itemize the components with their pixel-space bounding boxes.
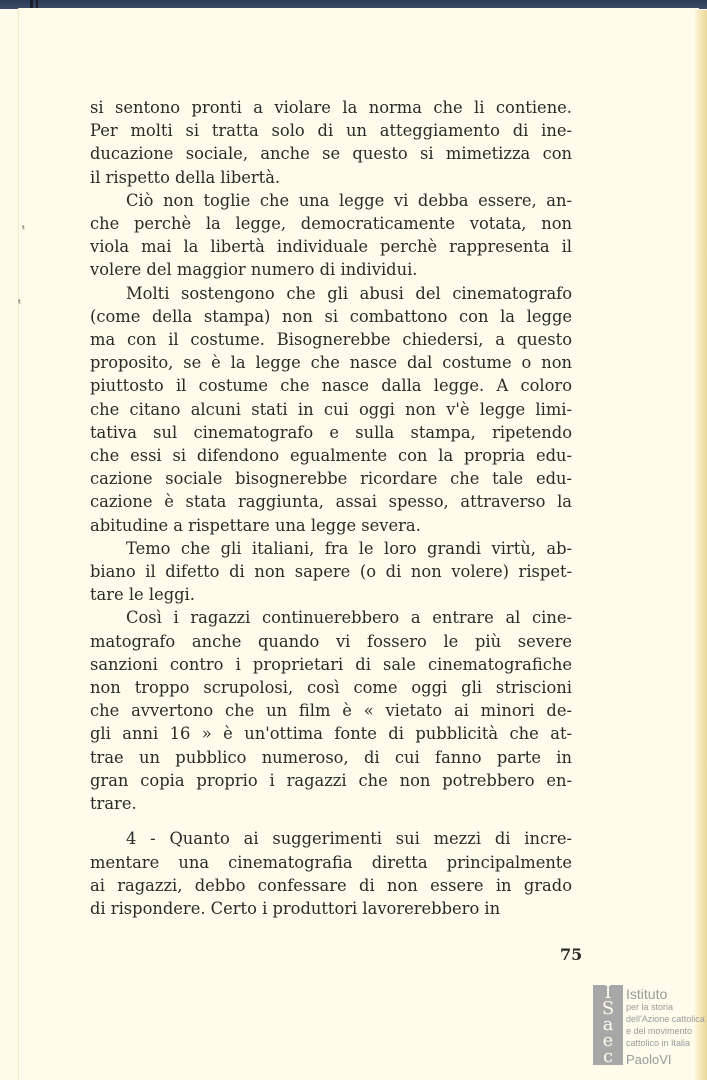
text-line: mentare una cinematografia diretta principalmente bbox=[90, 852, 572, 872]
page-edge-shadow bbox=[695, 10, 707, 1080]
text-line: gli anni 16 » è un'ottima fonte di pubblicità che at- bbox=[90, 724, 572, 744]
logo-text-line: Istituto bbox=[626, 986, 668, 1002]
text-line: che citano alcuni stati in cui oggi non v'è legge limi- bbox=[90, 399, 572, 419]
text-line: matografo anche quando vi fossero le più severe bbox=[90, 631, 572, 651]
text-line: cazione è stata raggiunta, assai spesso, attraverso la bbox=[90, 492, 572, 512]
text-line: ducazione sociale, anche se questo si mimetizza con bbox=[90, 144, 572, 164]
text-line: proposito, se è la legge che nasce dal costume o non bbox=[90, 353, 572, 373]
text-line: Così i ragazzi continuerebbero a entrare al cine- bbox=[126, 608, 572, 628]
text-line: abitudine a rispettare una legge severa. bbox=[90, 515, 421, 535]
margin-mark: ᵗ bbox=[22, 223, 25, 236]
text-line: biano il difetto di non sapere (o di non volere) rispet- bbox=[90, 562, 572, 582]
text-line: trare. bbox=[90, 794, 137, 814]
page-number: 75 bbox=[560, 945, 583, 964]
paragraph bbox=[90, 189, 572, 282]
text-line: ai ragazzi, debbo confessare di non essere in grado bbox=[90, 875, 572, 895]
logo-letter: a bbox=[602, 1014, 614, 1035]
text-line: (come della stampa) non si combattono con la legge bbox=[90, 306, 572, 326]
text-line: 4 - Quanto ai suggerimenti sui mezzi di incre- bbox=[126, 829, 572, 849]
text-line: viola mai la libertà individuale perchè rappresenta il bbox=[90, 237, 572, 257]
text-line: ma con il costume. Bisognerebbe chiedersi, a questo bbox=[90, 330, 572, 350]
text-line: il rispetto della libertà. bbox=[90, 167, 281, 187]
logo-text-line: dell'Azione cattolica bbox=[626, 1014, 705, 1024]
logo-letter: I bbox=[604, 982, 612, 1003]
margin-mark: ᵗ bbox=[18, 297, 21, 310]
text-line: di rispondere. Certo i produttori lavorerebbero in bbox=[90, 898, 501, 918]
text-line: tativa sul cinematografo e sulla stampa, ripetendo bbox=[90, 422, 572, 442]
text-line: sanzioni contro i proprietari di sale cinematografiche bbox=[90, 654, 572, 674]
paragraph bbox=[90, 282, 572, 537]
logo-text-line: PaoloVI bbox=[626, 1052, 672, 1067]
watermark-logo bbox=[593, 982, 707, 1067]
text-line: tare le leggi. bbox=[90, 585, 195, 605]
text-line: volere del maggior numero di individui. bbox=[90, 260, 418, 280]
text-line: piuttosto il costume che nasce dalla legge. A coloro bbox=[90, 376, 572, 396]
text-line: Ciò non toglie che una legge vi debba essere, an- bbox=[126, 190, 572, 210]
logo-letter: S bbox=[601, 998, 615, 1019]
logo-text-line: e del movimento bbox=[626, 1026, 693, 1036]
text-line: Molti sostengono che gli abusi del cinematografo bbox=[126, 283, 572, 303]
logo-text-line: per la storia bbox=[626, 1002, 674, 1012]
text-line: che avvertono che un film è « vietato ai minori de- bbox=[90, 701, 572, 721]
paragraph bbox=[90, 606, 572, 815]
text-line: non troppo scrupolosi, così come oggi gli striscioni bbox=[90, 678, 572, 698]
text-line: trae un pubblico numeroso, di cui fanno parte in bbox=[90, 747, 572, 767]
section-paragraph bbox=[90, 827, 572, 920]
logo-text-line: cattolico in Italia bbox=[626, 1038, 691, 1048]
logo-monogram bbox=[593, 982, 623, 1067]
text-line: gran copia proprio i ragazzi che non potrebbero en- bbox=[90, 770, 572, 790]
text-line: Temo che gli italiani, fra le loro grandi virtù, ab- bbox=[126, 538, 572, 558]
paragraph bbox=[90, 537, 572, 607]
text-line: si sentono pronti a violare la norma che li contiene. bbox=[90, 98, 572, 117]
text-line: Per molti si tratta solo di un atteggiamento di ine- bbox=[90, 121, 572, 141]
paragraph bbox=[90, 96, 572, 189]
logo-letter: e bbox=[602, 1030, 614, 1051]
text-line: che perchè la legge, democraticamente votata, non bbox=[90, 214, 572, 234]
logo-letter: c bbox=[602, 1046, 614, 1067]
body-text bbox=[90, 96, 572, 920]
text-line: che essi si difendono egualmente con la propria edu- bbox=[90, 446, 572, 466]
text-line: cazione sociale bisognerebbe ricordare che tale edu- bbox=[90, 469, 572, 489]
